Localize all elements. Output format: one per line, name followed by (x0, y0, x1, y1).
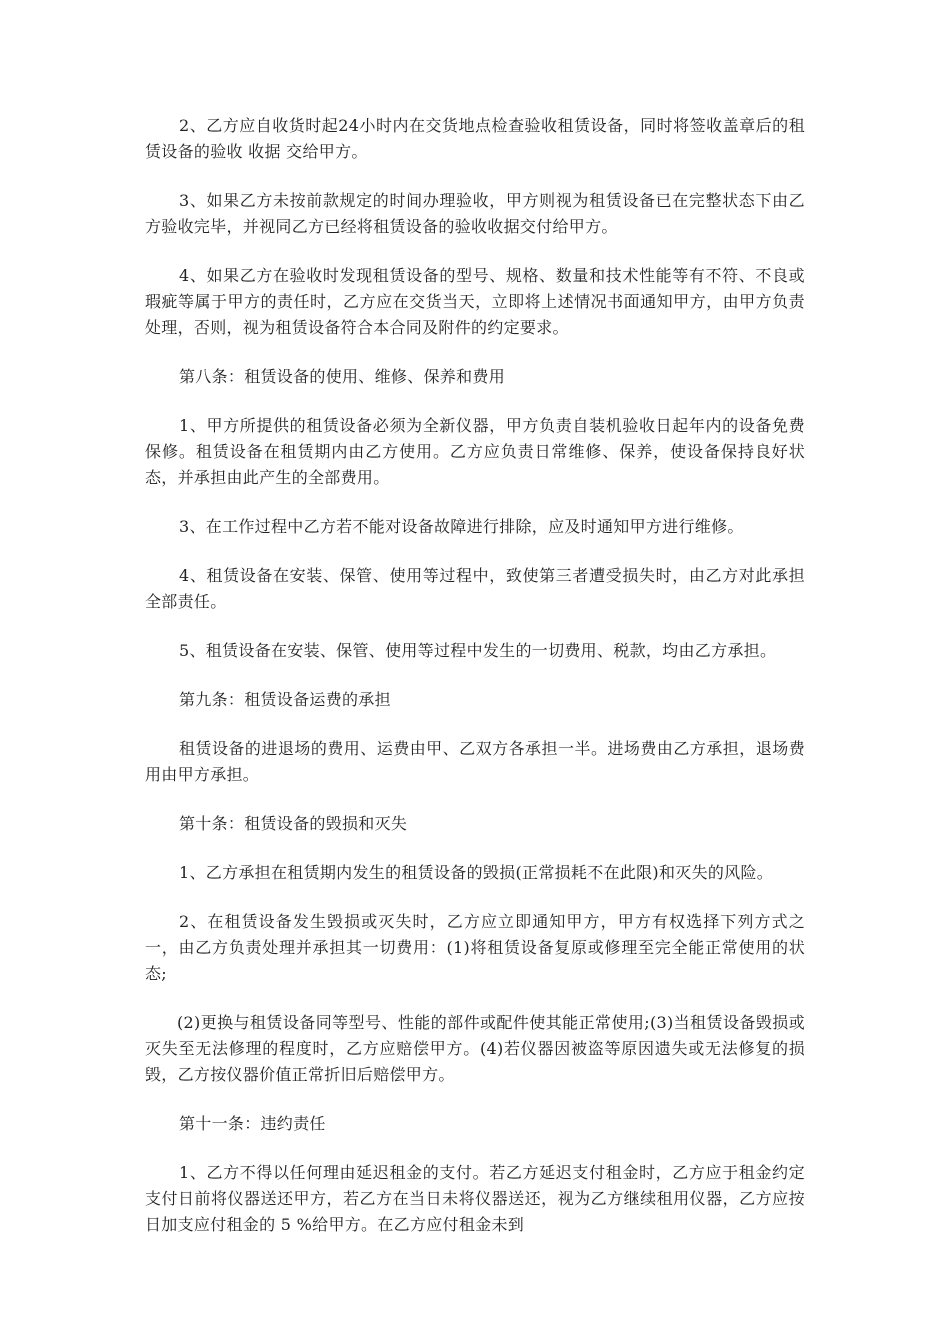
clause-paragraph: 租赁设备的进退场的费用、运费由甲、乙双方各承担一半。进场费由乙方承担，退场费用由甲方承担。 (145, 739, 805, 784)
clause-paragraph: 3、如果乙方未按前款规定的时间办理验收，甲方则视为租赁设备已在完整状态下由乙方验收完毕，并视同乙方已经将租赁设备的验收收据交付给甲方。 (145, 191, 805, 236)
clause-paragraph: (2)更换与租赁设备同等型号、性能的部件或配件使其能正常使用;(3)当租赁设备毁损或灭失至无法修理的程度时，乙方应赔偿甲方。(4)若仪器因被盗等原因遗失或无法修复的损毁，乙方按仪器价值正常折旧后赔偿甲方。 (145, 1013, 805, 1084)
clause-paragraph: 1、甲方所提供的租赁设备必须为全新仪器，甲方负责自装机验收日起年内的设备免费保修。租赁设备在租赁期内由乙方使用。乙方应负责日常维修、保养，使设备保持良好状态，并承担由此产生的全部费用。 (145, 416, 805, 487)
clause-paragraph: 4、如果乙方在验收时发现租赁设备的型号、规格、数量和技术性能等有不符、不良或瑕疵等属于甲方的责任时，乙方应在交货当天，立即将上述情况书面通知甲方，由甲方负责处理，否则，视为租赁设备符合本合同及附件的约定要求。 (145, 266, 805, 337)
article-heading: 第十一条：违约责任 (179, 1114, 326, 1133)
clause-paragraph: 1、乙方承担在租赁期内发生的租赁设备的毁损(正常损耗不在此限)和灭失的风险。 (179, 863, 774, 882)
article-heading: 第九条：租赁设备运费的承担 (179, 690, 391, 709)
article-heading: 第十条：租赁设备的毁损和灭失 (179, 814, 408, 833)
clause-paragraph: 4、租赁设备在安装、保管、使用等过程中，致使第三者遭受损失时，由乙方对此承担全部责任。 (145, 566, 805, 611)
clause-paragraph: 1、乙方不得以任何理由延迟租金的支付。若乙方延迟支付租金时，乙方应于租金约定支付日前将仪器送还甲方，若乙方在当日未将仪器送还，视为乙方继续租用仪器，乙方应按日加支应付租金的 5 %给甲方。在乙方应付租金未到 (145, 1163, 805, 1234)
clause-paragraph: 2、在租赁设备发生毁损或灭失时，乙方应立即通知甲方，甲方有权选择下列方式之一，由乙方负责处理并承担其一切费用：(1)将租赁设备复原或修理至完全能正常使用的状态; (145, 912, 805, 983)
clause-paragraph: 2、乙方应自收货时起24小时内在交货地点检查验收租赁设备，同时将签收盖章后的租赁设备的验收 收据 交给甲方。 (145, 116, 805, 161)
document-body (145, 113, 805, 1261)
clause-paragraph: 3、在工作过程中乙方若不能对设备故障进行排除，应及时通知甲方进行维修。 (179, 517, 744, 536)
article-heading: 第八条：租赁设备的使用、维修、保养和费用 (179, 367, 506, 386)
clause-paragraph: 5、租赁设备在安装、保管、使用等过程中发生的一切费用、税款，均由乙方承担。 (179, 641, 777, 660)
